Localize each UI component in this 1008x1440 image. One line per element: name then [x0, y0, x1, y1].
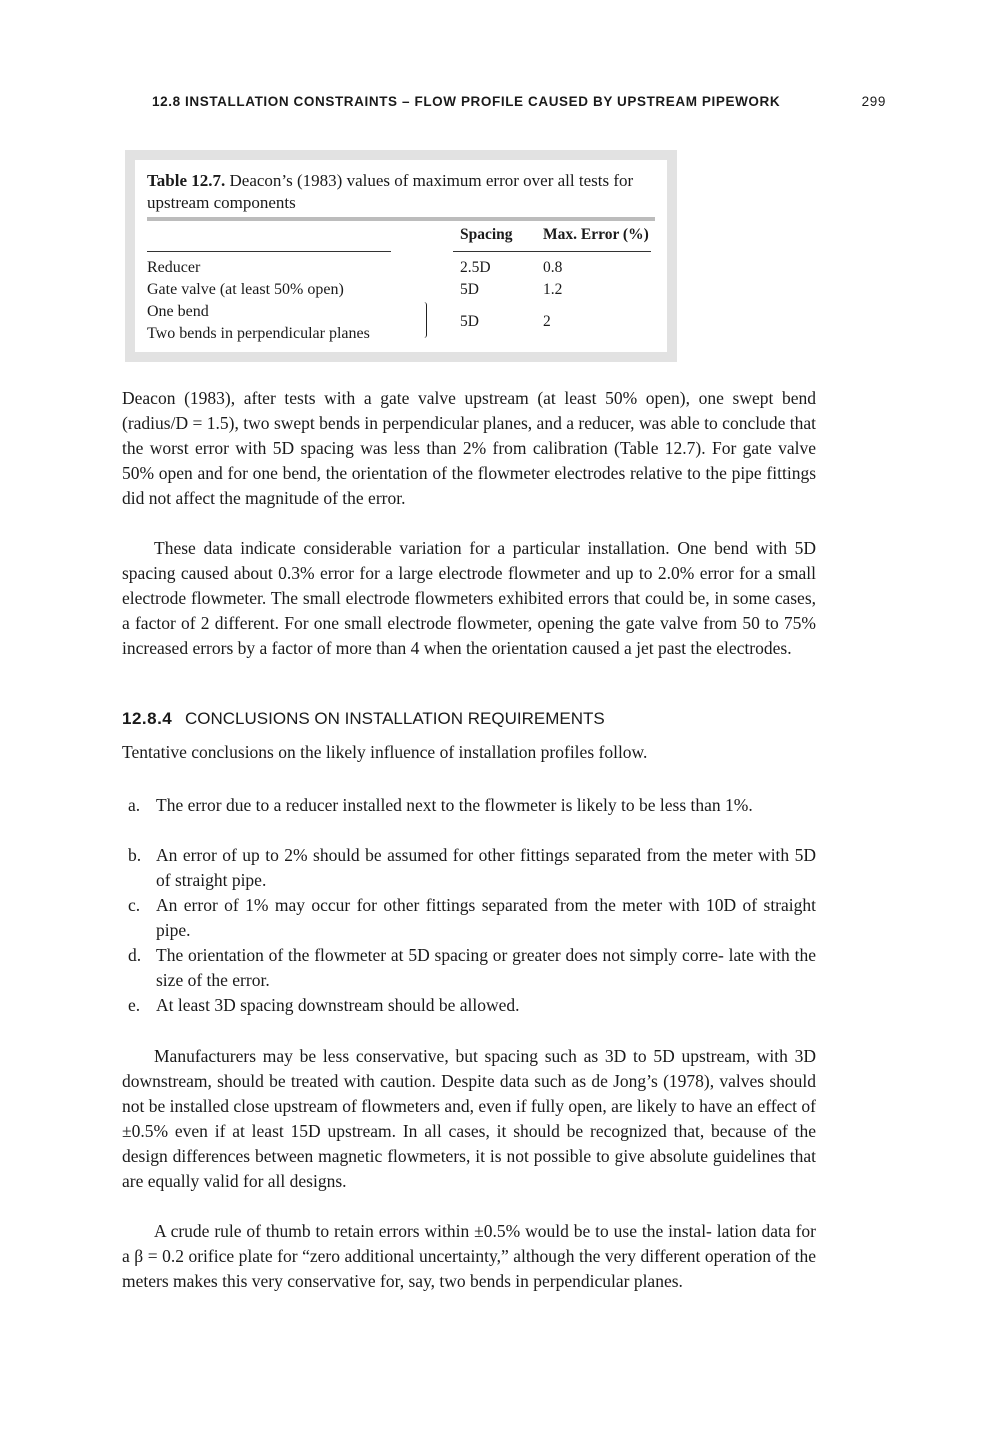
section-intro: Tentative conclusions on the likely influence of installation profiles follow.: [122, 742, 648, 762]
table-caption: [147, 170, 667, 214]
table-rule-right: [453, 251, 651, 252]
table-cell-component: One bend: [147, 303, 209, 320]
running-head-title: 12.8 INSTALLATION CONSTRAINTS – FLOW PROFILE CAUSED BY UPSTREAM PIPEWORK: [152, 94, 781, 109]
table-cell-component: Gate valve (at least 50% open): [147, 281, 344, 298]
table-cell-error: 0.8: [543, 259, 563, 276]
page-number: 299: [861, 94, 886, 109]
list-text: An error of up to 2% should be assumed for other fittings separated from the meter with 5D of straight pipe.: [156, 845, 816, 890]
body-paragraph: A crude rule of thumb to retain errors within ±0.5% would be to use the instal- lation data for a β = 0.2 orifice plate for “zero additional uncertainty,” although the very different operation of the meters makes this very conservative for, say, two bends in perpendicular planes.: [122, 1221, 816, 1291]
section-heading: [122, 709, 605, 729]
table-body: [135, 160, 667, 352]
table-cell-error: 1.2: [543, 281, 563, 298]
list-text: At least 3D spacing downstream should be allowed.: [156, 995, 520, 1015]
table-cell-spacing: 5D: [460, 313, 479, 330]
list-marker: e.: [128, 995, 141, 1015]
list-text: An error of 1% may occur for other fittings separated from the meter with 10D of straight pipe.: [156, 895, 816, 940]
table-caption-text: Deacon’s (1983) values of maximum error over all tests for upstream components: [147, 171, 634, 212]
table-header-divider: [147, 217, 655, 221]
list-marker: c.: [128, 895, 141, 915]
table-cell-spacing: 2.5D: [460, 259, 491, 276]
body-paragraph: These data indicate considerable variation for a particular installation. One bend with 5D spacing caused about 0.3% error for a large electrode flowmeter and up to 2.0% error for a small electrode flowmeter. The small electrode flowmeters exhibited errors that could be, in some cases, a factor of 2 different. For one small electrode flowmeter, opening the gate valve from 50 to 75% increased errors by a factor of more than 4 when the orientation caused a jet past the electrodes.: [122, 538, 816, 658]
column-header-max-error: Max. Error (%): [543, 226, 649, 243]
table-cell-component: Two bends in perpendicular planes: [147, 325, 370, 342]
row-group-brace: [421, 302, 427, 338]
table-rule-left: [147, 251, 391, 252]
list-text: The orientation of the flowmeter at 5D spacing or greater does not simply corre- late with the size of the error.: [156, 945, 816, 990]
column-header-spacing: Spacing: [460, 226, 513, 243]
table-cell-spacing: 5D: [460, 281, 479, 298]
table-frame: [125, 150, 677, 362]
list-marker: d.: [128, 945, 142, 965]
body-paragraph: Manufacturers may be less conservative, but spacing such as 3D to 5D upstream, with 3D downstream, should be treated with caution. Despite data such as de Jong’s (1978), valves should not be installed close upstream of flowmeters and, even if fully open, are likely to have an effect of ±0.5% even if at least 15D upstream. In all cases, it should be recognized that, because of the design differences between magnetic flowmeters, it is not possible to give absolute guidelines that are equally valid for all designs.: [122, 1046, 816, 1191]
list-text: The error due to a reducer installed next to the flowmeter is likely to be less than 1%.: [156, 795, 753, 815]
table-caption-label: Table 12.7.: [147, 171, 226, 190]
body-paragraph: Deacon (1983), after tests with a gate valve upstream (at least 50% open), one swept bend (radius/D = 1.5), two swept bends in perpendicular planes, and a reducer, was able to conclude that the worst error with 5D spacing was less than 2% from calibration (Table 12.7). For gate valve 50% open and for one bend, the orientation of the flowmeter electrodes relative to the pipe fittings did not affect the magnitude of the error.: [122, 388, 816, 508]
list-marker: b.: [128, 845, 142, 865]
section-title: CONCLUSIONS ON INSTALLATION REQUIREMENTS: [185, 709, 605, 728]
table-cell-error: 2: [543, 313, 551, 330]
list-marker: a.: [128, 795, 141, 815]
table-cell-component: Reducer: [147, 259, 201, 276]
section-number: 12.8.4: [122, 709, 173, 728]
